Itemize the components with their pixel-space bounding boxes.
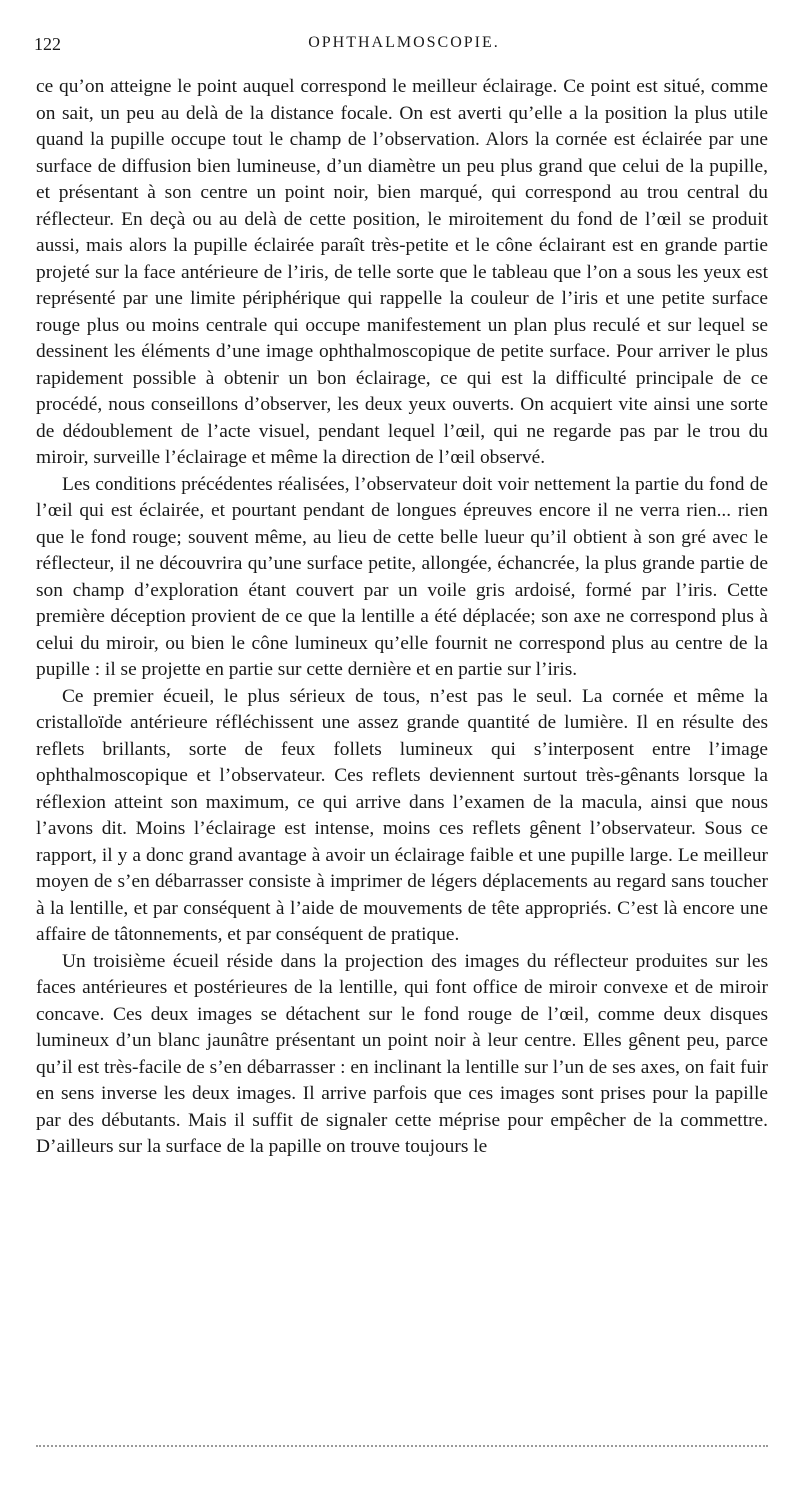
running-title: OPHTHALMOSCOPIE. xyxy=(308,34,500,51)
paragraph-third-pitfall: Un troisième écueil réside dans la projection des images du réflecteur produites sur les faces antérieures et postérieures de la lentille, qui font office de miroir convexe et de miroir concave. Ces deux images se détachent sur le fond rouge de l’œil, comme deux disques lumineux d’un blanc jaunâtre présentant un point noir à leur centre. Elles gênent peu, parce qu’il est très-facile de s’en débarrasser : en inclinant la lentille sur l’un de ses axes, on fait fuir en sens inverse les deux images. Il arrive parfois que ces images sont prises pour la papille par des débutants. Mais il suffit de signaler cette méprise pour empêcher de la commettre. D’ailleurs sur la surface de la papille on trouve toujours le xyxy=(36,950,768,1157)
body-text xyxy=(36,74,768,1161)
page-number: 122 xyxy=(34,34,61,54)
bottom-dotted-rule xyxy=(36,1445,768,1447)
running-head xyxy=(34,34,774,58)
paragraph-conditions: Les conditions précédentes réalisées, l’observateur doit voir nettement la partie du fond de l’œil qui est éclairée, et pourtant pendant de longues épreuves encore il ne verra rien... rien que le fond rouge; souvent même, au lieu de cette belle lueur qu’il obtient à son gré avec le réflecteur, il ne découvrira qu’une surface petite, allongée, échancrée, la plus grande partie de son champ d’exploration étant couvert par un voile gris ardoisé, formé par l’iris. Cette première déception provient de ce que la lentille a été déplacée; son axe ne correspond plus à celui du miroir, ou bien le cône lumineux qu’elle fournit ne correspond plus au centre de la pupille : il se projette en partie sur cette dernière et en partie sur l’iris. xyxy=(36,473,768,680)
paragraph-first-pitfall: Ce premier écueil, le plus sérieux de tous, n’est pas le seul. La cornée et même la cristalloïde antérieure réfléchissent une assez grande quantité de lumière. Il en résulte des reflets brillants, sorte de feux follets lumineux qui s’interposent entre l’image ophthalmoscopique et l’observateur. Ces reflets deviennent surtout très-gênants lorsque la réflexion atteint son maximum, ce qui arrive dans l’examen de la macula, ainsi que nous l’avons dit. Moins l’éclairage est intense, moins ces reflets gênent l’observateur. Sous ce rapport, il y a donc grand avantage à avoir un éclairage faible et une pupille large. Le meilleur moyen de s’en débarrasser consiste à imprimer de légers déplacements au regard sans toucher à la lentille, et par conséquent à l’aide de mouvements de tête appropriés. C’est là encore une affaire de tâtonnements, et par conséquent de pratique. xyxy=(36,685,768,945)
paragraph-continued: ce qu’on atteigne le point auquel correspond le meilleur éclairage. Ce point est situé, comme on sait, un peu au delà de la distance focale. On est averti qu’elle a la position la plus utile quand la pupille occupe tout le champ de l’observation. Alors la cornée est éclairée par une surface de diffusion bien lumineuse, d’un diamètre un peu plus grand que celui de la pupille, et présentant à son centre un point noir, bien marqué, qui correspond au trou central du réflecteur. En deçà ou au delà de cette position, le miroitement du fond de l’œil se produit aussi, mais alors la pupille éclairée paraît très-petite et le cône éclairant est en grande partie projeté sur la face antérieure de l’iris, de telle sorte que le tableau que l’on a sous les yeux est représenté par une limite périphérique qui rappelle la couleur de l’iris et une petite surface rouge plus ou moins centrale qui occupe manifestement un plan plus reculé et sur lequel se dessinent les éléments d’une image ophthalmoscopique de petite surface. Pour arriver le plus rapidement possible à obtenir un bon éclairage, ce qui est la difficulté principale de ce procédé, nous conseillons d’observer, les deux yeux ouverts. On acquiert vite ainsi une sorte de dédoublement de l’acte visuel, pendant lequel l’œil, qui ne regarde pas par le trou du miroir, surveille l’éclairage et même la direction de l’œil observé. xyxy=(36,76,768,468)
